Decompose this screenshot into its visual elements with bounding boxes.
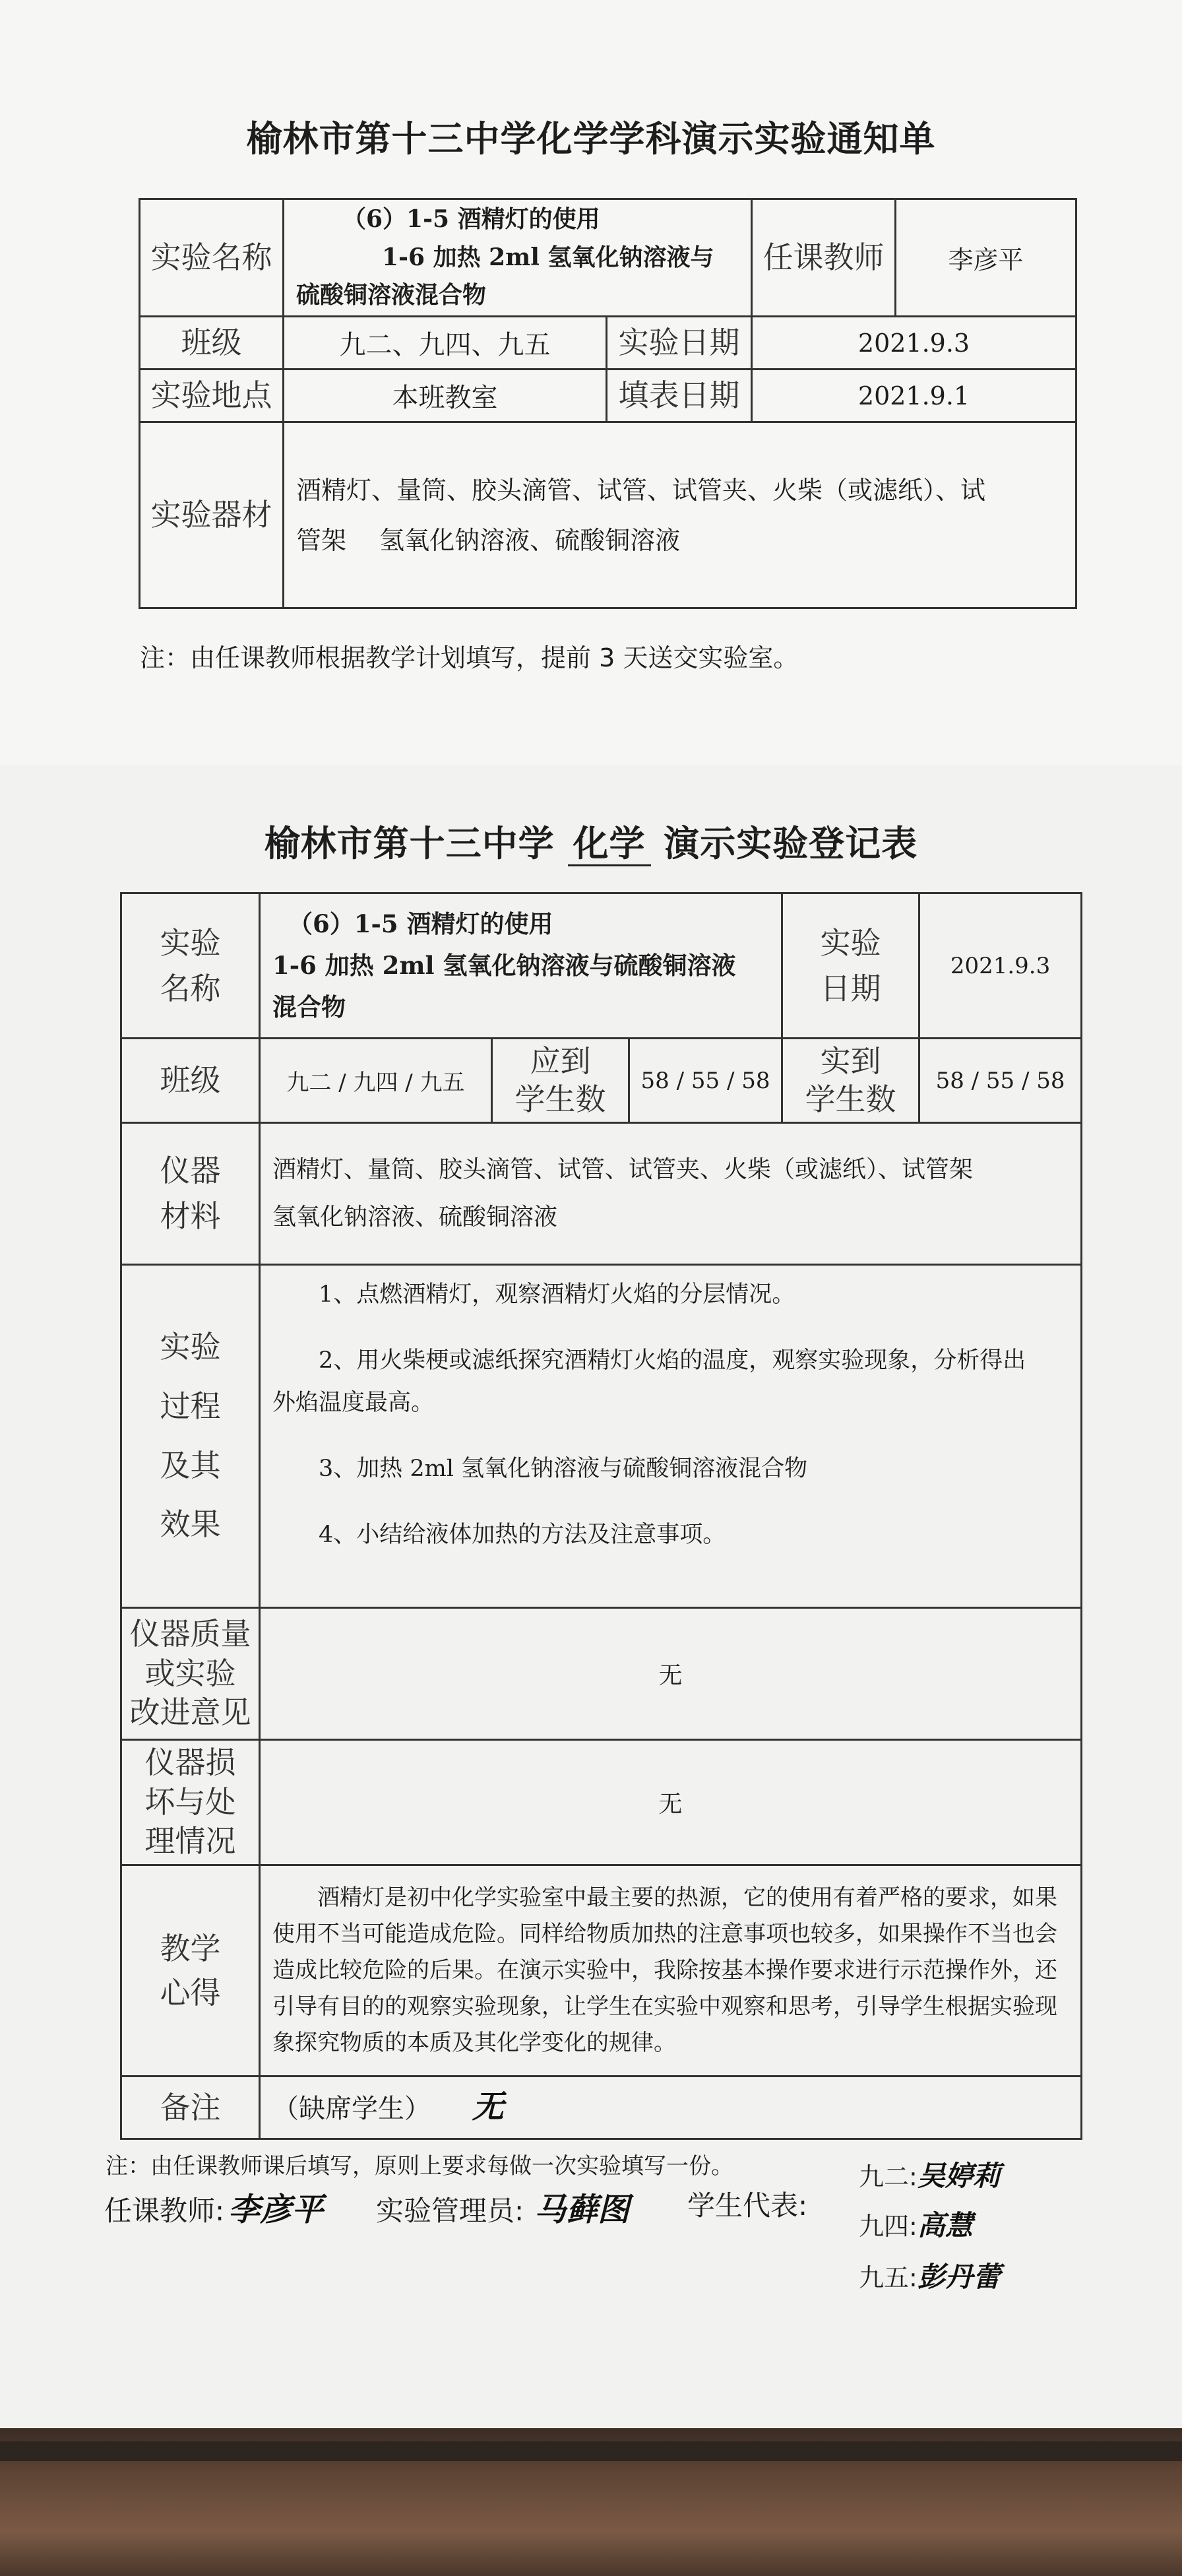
record-expected-value: 58 / 55 / 58 (629, 1039, 782, 1123)
record-table (120, 892, 1082, 2140)
record-name-line3: 混合物 (272, 992, 346, 1021)
notice-equip-label: 实验器材 (140, 422, 284, 608)
record-damage-label-2: 坏与处 (144, 1784, 236, 1820)
record-class-value: 九二 / 九四 / 九五 (260, 1039, 492, 1123)
record-equip-label (121, 1123, 260, 1265)
record-date-value: 2021.9.3 (919, 893, 1082, 1039)
record-quality-label-3: 改进意见 (129, 1694, 251, 1731)
record-damage-label (121, 1740, 260, 1865)
record-process-value (260, 1265, 1082, 1608)
record-name-label-1: 实验 (160, 924, 221, 961)
notice-place-value: 本班教室 (284, 370, 607, 422)
record-remarks-label: 备注 (121, 2077, 260, 2139)
table-edge (0, 2441, 1182, 2461)
record-equip-label-2: 材料 (160, 1198, 221, 1234)
rep-sign-label: 学生代表: (687, 2189, 808, 2222)
manager-signature-line (376, 2184, 629, 2230)
record-damage-label-1: 仪器损 (144, 1744, 236, 1780)
record-sheet (0, 765, 1182, 2464)
record-damage-label-3: 理情况 (144, 1823, 236, 1859)
rep-2-class: 九四: (859, 2212, 918, 2241)
notice-date-label: 实验日期 (607, 317, 752, 370)
notice-teacher-value: 李彦平 (896, 199, 1076, 317)
record-date-label-2: 日期 (820, 970, 881, 1006)
manager-sign-label: 实验管理员: (376, 2195, 524, 2227)
record-step-2a: 2、用火柴梗或滤纸探究酒精灯火焰的温度，观察实验现象，分析得出 (319, 1347, 1026, 1374)
rep-1-signature: 吴婷莉 (917, 2160, 1001, 2192)
record-date-label-1: 实验 (820, 924, 881, 961)
teacher-sign-label: 任课教师: (104, 2195, 225, 2227)
record-quality-label (121, 1608, 260, 1740)
record-title-suffix: 演示实验登记表 (650, 823, 918, 864)
rep-signature-3 (859, 2255, 1001, 2295)
record-equip-line1: 酒精灯、量筒、胶头滴管、试管、试管夹、火柴（或滤纸）、试管架 (272, 1156, 974, 1183)
rep-1-class: 九二: (859, 2162, 918, 2191)
record-title (0, 816, 1182, 866)
rep-signature-1 (859, 2154, 1001, 2194)
record-damage-value: 无 (260, 1740, 1082, 1865)
notice-name-line1: （6）1-5 酒精灯的使用 (342, 205, 600, 234)
notice-place-label: 实验地点 (140, 370, 284, 422)
record-quality-label-1: 仪器质量 (129, 1615, 251, 1652)
record-class-label: 班级 (121, 1039, 260, 1123)
notice-class-label: 班级 (140, 317, 284, 370)
record-reflection-label (121, 1865, 260, 2077)
record-name-line1: （6）1-5 酒精灯的使用 (288, 909, 553, 939)
record-name-value (260, 893, 782, 1039)
record-remarks-value (260, 2077, 1082, 2139)
record-step-2b: 外焰温度最高。 (272, 1390, 435, 1416)
record-expected-label (492, 1039, 629, 1123)
notice-note: 注：由任课教师根据教学计划填写，提前 3 天送交实验室。 (140, 643, 799, 672)
record-reflection-label-2: 心得 (160, 1974, 221, 2011)
record-expected-label-2: 学生数 (514, 1081, 606, 1117)
record-step-3: 3、加热 2ml 氢氧化钠溶液与硫酸铜溶液混合物 (319, 1456, 808, 1482)
record-equip-label-1: 仪器 (160, 1153, 221, 1188)
record-reflection-value (260, 1865, 1082, 2077)
teacher-signature-line (104, 2184, 323, 2230)
record-process-label-2: 过程 (160, 1388, 221, 1424)
record-remarks-text: （缺席学生） (272, 2094, 431, 2125)
record-name-line2: 1-6 加热 2ml 氢氧化钠溶液与硫酸铜溶液 (272, 951, 736, 981)
record-process-label (121, 1265, 260, 1608)
notice-equip-value (284, 422, 1076, 608)
record-quality-label-2: 或实验 (144, 1655, 236, 1691)
record-name-label (121, 893, 260, 1039)
notice-name-line2: 1-6 加热 2ml 氢氧化钠溶液与 (382, 243, 714, 271)
notice-date-value: 2021.9.3 (752, 317, 1076, 370)
record-actual-label (782, 1039, 919, 1123)
notice-name-label: 实验名称 (140, 199, 284, 317)
record-reflection-label-1: 教学 (160, 1930, 221, 1966)
record-step-1: 1、点燃酒精灯，观察酒精灯火焰的分层情况。 (319, 1281, 795, 1308)
record-note: 注：由任课教师课后填写，原则上要求每做一次实验填写一份。 (106, 2153, 733, 2179)
notice-name-line3: 硫酸铜溶液混合物 (296, 281, 487, 309)
rep-3-signature: 彭丹蕾 (917, 2261, 1001, 2293)
record-actual-value: 58 / 55 / 58 (919, 1039, 1082, 1123)
notice-table (139, 198, 1077, 609)
record-expected-label-1: 应到 (530, 1043, 591, 1079)
record-actual-label-2: 学生数 (805, 1081, 896, 1117)
record-name-label-2: 名称 (160, 970, 221, 1006)
notice-equip-line1: 酒精灯、量筒、胶头滴管、试管、试管夹、火柴（或滤纸）、试 (296, 475, 986, 505)
notice-equip-line2: 管架 氢氧化钠溶液、硫酸铜溶液 (296, 525, 681, 555)
rep-3-class: 九五: (859, 2263, 918, 2292)
record-step-4: 4、小结给液体加热的方法及注意事项。 (319, 1522, 726, 1548)
teacher-signature: 李彦平 (228, 2191, 324, 2228)
notice-class-value: 九二、九四、九五 (284, 317, 607, 370)
notice-fill-date-value: 2021.9.1 (752, 370, 1076, 422)
record-date-label (782, 893, 919, 1039)
record-title-subject: 化学 (568, 823, 651, 866)
record-remarks-handwritten: 无 (472, 2088, 504, 2126)
record-equip-value (260, 1123, 1082, 1265)
record-title-prefix: 榆林市第十三中学 (264, 823, 568, 864)
rep-2-signature: 高慧 (917, 2209, 973, 2241)
record-actual-label-1: 实到 (820, 1043, 881, 1079)
record-process-label-4: 效果 (160, 1506, 221, 1543)
notice-sheet (0, 0, 1182, 765)
manager-signature: 马藓图 (534, 2191, 630, 2228)
record-process-label-1: 实验 (160, 1329, 221, 1365)
record-reflection-text: 酒精灯是初中化学实验室中最主要的热源，它的使用有着严格的要求，如果使用不当可能造成危险。同样给物质加热的注意事项也较多，如果操作不当也会造成比较危险的后果。在演示实验中，我除按基本操作要求进行示范操作外，还引导有目的的观察实验现象，让学生在实验中观察和思考，引导学生根据实验现象探究物质的本质及其化学变化的规律。 (272, 1884, 1057, 2057)
notice-teacher-label: 任课教师 (752, 199, 896, 317)
record-process-label-3: 及其 (160, 1447, 221, 1483)
rep-signature-2 (859, 2204, 973, 2243)
notice-title: 榆林市第十三中学化学学科演示实验通知单 (246, 118, 936, 160)
notice-fill-date-label: 填表日期 (607, 370, 752, 422)
record-quality-value: 无 (260, 1608, 1082, 1740)
record-equip-line2: 氢氧化钠溶液、硫酸铜溶液 (272, 1204, 558, 1231)
notice-name-value (284, 199, 752, 317)
